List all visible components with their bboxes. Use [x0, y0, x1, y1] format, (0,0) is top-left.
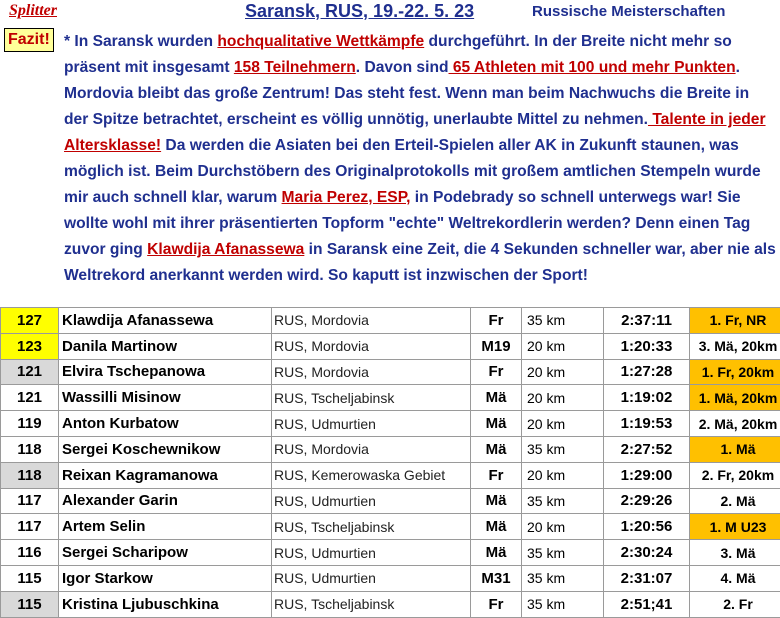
- placement-cell: 1. Fr, NR: [690, 308, 780, 334]
- club-cell: RUS, Udmurtien: [272, 411, 471, 437]
- time-cell: 1:19:53: [604, 411, 690, 437]
- distance-cell: 35 km: [522, 591, 604, 617]
- time-cell: 1:27:28: [604, 359, 690, 385]
- table-row: [1, 359, 780, 385]
- text-part: in Podebrady so schnell unterwegs war! Sie wollte wohl mit ihrer präsentierten Topform "echte" Weltrekordlerin werden? Denn einen Tag zuvor ging: [64, 189, 750, 258]
- athlete-name-cell: Wassilli Misinow: [59, 385, 272, 411]
- distance-cell: 20 km: [522, 359, 604, 385]
- club-cell: RUS, Mordovia: [272, 359, 471, 385]
- points-cell: 115: [1, 565, 59, 591]
- age-class-cell: M19: [471, 333, 522, 359]
- distance-cell: 35 km: [522, 308, 604, 334]
- text-highlight: Klawdija Afanassewa: [147, 241, 304, 258]
- age-class-cell: Mä: [471, 385, 522, 411]
- placement-cell: 1. Mä: [690, 436, 780, 462]
- distance-cell: 20 km: [522, 462, 604, 488]
- points-cell: 127: [1, 308, 59, 334]
- points-cell: 115: [1, 591, 59, 617]
- points-cell: 117: [1, 488, 59, 514]
- text-highlight: 158 Teilnehmern: [234, 59, 356, 76]
- distance-cell: 20 km: [522, 385, 604, 411]
- age-class-cell: Mä: [471, 540, 522, 566]
- time-cell: 1:20:56: [604, 514, 690, 540]
- distance-cell: 20 km: [522, 514, 604, 540]
- club-cell: RUS, Udmurtien: [272, 565, 471, 591]
- time-cell: 1:20:33: [604, 333, 690, 359]
- age-class-cell: Fr: [471, 359, 522, 385]
- points-cell: 117: [1, 514, 59, 540]
- club-cell: RUS, Kemerowaska Gebiet: [272, 462, 471, 488]
- points-cell: 121: [1, 359, 59, 385]
- time-cell: 1:29:00: [604, 462, 690, 488]
- placement-cell: 3. Mä: [690, 540, 780, 566]
- club-cell: RUS, Tscheljabinsk: [272, 385, 471, 411]
- athlete-name-cell: Alexander Garin: [59, 488, 272, 514]
- athlete-name-cell: Danila Martinow: [59, 333, 272, 359]
- summary-text: [64, 29, 776, 289]
- table-row: [1, 540, 780, 566]
- text-part: . Mordovia bleibt das große Zentrum! Das steht fest. Wenn man beim Nachwuchs die Breite in der Spitze betrachtet, erscheint es völlig unnötig, unerlaubte Mittel zu nehmen.: [64, 59, 749, 128]
- text-part: . Davon sind: [356, 59, 449, 76]
- points-cell: 118: [1, 436, 59, 462]
- time-cell: 2:31:07: [604, 565, 690, 591]
- table-row: [1, 411, 780, 437]
- club-cell: RUS, Tscheljabinsk: [272, 514, 471, 540]
- athlete-name-cell: Igor Starkow: [59, 565, 272, 591]
- text-part: in Saransk eine Zeit, die 4 Sekunden schneller war, aber nie als Weltrekord anerkannt werden wird. So kaputt ist inzwischen der Sport!: [64, 241, 776, 284]
- text-part: durchgeführt. In der Breite nicht mehr so präsent mit insgesamt: [64, 33, 732, 76]
- text-highlight: Talente in jeder Altersklasse!: [64, 111, 766, 154]
- table-row: [1, 591, 780, 617]
- athlete-name-cell: Artem Selin: [59, 514, 272, 540]
- table-row: [1, 462, 780, 488]
- text-part: Da werden die Asiaten bei den Erteil-Spielen aller AK in Zukunft staunen, was möglich ist. Beim Durchstöbern des Originalprotokolls mit großem amtlichen Stempeln wurde mir auch schnell klar, warum: [64, 137, 761, 206]
- athlete-name-cell: Kristina Ljubuschkina: [59, 591, 272, 617]
- distance-cell: 35 km: [522, 565, 604, 591]
- table-row: [1, 308, 780, 334]
- fazit-badge: Fazit!: [4, 28, 54, 52]
- placement-cell: 1. Fr, 20km: [690, 359, 780, 385]
- age-class-cell: Mä: [471, 488, 522, 514]
- distance-cell: 35 km: [522, 540, 604, 566]
- age-class-cell: Mä: [471, 411, 522, 437]
- time-cell: 2:37:11: [604, 308, 690, 334]
- placement-cell: 2. Mä, 20km: [690, 411, 780, 437]
- athlete-name-cell: Elvira Tschepanowa: [59, 359, 272, 385]
- athlete-name-cell: Anton Kurbatow: [59, 411, 272, 437]
- placement-cell: 4. Mä: [690, 565, 780, 591]
- distance-cell: 35 km: [522, 436, 604, 462]
- time-cell: 2:30:24: [604, 540, 690, 566]
- results-table: [0, 307, 780, 618]
- athlete-name-cell: Klawdija Afanassewa: [59, 308, 272, 334]
- page-subtitle: Russische Meisterschaften: [532, 3, 725, 20]
- placement-cell: 3. Mä, 20km: [690, 333, 780, 359]
- club-cell: RUS, Mordovia: [272, 308, 471, 334]
- athlete-name-cell: Sergei Koschewnikow: [59, 436, 272, 462]
- points-cell: 119: [1, 411, 59, 437]
- table-row: [1, 385, 780, 411]
- page-title: Saransk, RUS, 19.-22. 5. 23: [245, 1, 474, 22]
- athlete-name-cell: Reixan Kagramanowa: [59, 462, 272, 488]
- placement-cell: 1. Mä, 20km: [690, 385, 780, 411]
- text-highlight: hochqualitative Wettkämpfe: [217, 33, 424, 50]
- time-cell: 2:51;41: [604, 591, 690, 617]
- club-cell: RUS, Mordovia: [272, 333, 471, 359]
- distance-cell: 20 km: [522, 411, 604, 437]
- time-cell: 2:27:52: [604, 436, 690, 462]
- table-row: [1, 436, 780, 462]
- text-highlight: 65 Athleten mit 100 und mehr Punkten: [449, 59, 736, 76]
- club-cell: RUS, Tscheljabinsk: [272, 591, 471, 617]
- age-class-cell: Fr: [471, 462, 522, 488]
- age-class-cell: Fr: [471, 308, 522, 334]
- club-cell: RUS, Udmurtien: [272, 488, 471, 514]
- placement-cell: 2. Fr, 20km: [690, 462, 780, 488]
- placement-cell: 2. Fr: [690, 591, 780, 617]
- table-row: [1, 488, 780, 514]
- placement-cell: 2. Mä: [690, 488, 780, 514]
- table-row: [1, 514, 780, 540]
- age-class-cell: Fr: [471, 591, 522, 617]
- splitter-label: Splitter: [9, 2, 57, 20]
- age-class-cell: Mä: [471, 436, 522, 462]
- table-row: [1, 565, 780, 591]
- age-class-cell: Mä: [471, 514, 522, 540]
- time-cell: 2:29:26: [604, 488, 690, 514]
- club-cell: RUS, Udmurtien: [272, 540, 471, 566]
- distance-cell: 20 km: [522, 333, 604, 359]
- text-part: * In Saransk wurden: [64, 33, 217, 50]
- points-cell: 118: [1, 462, 59, 488]
- time-cell: 1:19:02: [604, 385, 690, 411]
- athlete-name-cell: Sergei Scharipow: [59, 540, 272, 566]
- club-cell: RUS, Mordovia: [272, 436, 471, 462]
- points-cell: 116: [1, 540, 59, 566]
- placement-cell: 1. M U23: [690, 514, 780, 540]
- distance-cell: 35 km: [522, 488, 604, 514]
- points-cell: 123: [1, 333, 59, 359]
- points-cell: 121: [1, 385, 59, 411]
- text-highlight: Maria Perez, ESP,: [282, 189, 411, 206]
- table-row: [1, 333, 780, 359]
- age-class-cell: M31: [471, 565, 522, 591]
